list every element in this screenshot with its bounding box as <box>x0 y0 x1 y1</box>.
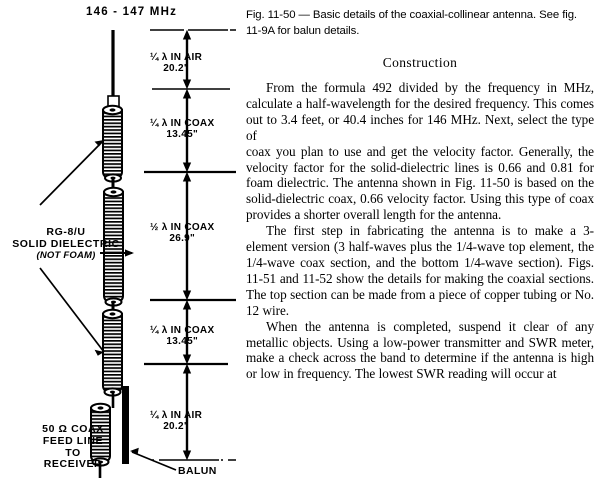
feedline-callout-line-3: TO <box>65 446 81 459</box>
dimension-value: 26.9" <box>169 233 196 245</box>
antenna-figure <box>0 0 240 483</box>
body-paragraph: The first step in fabricating the antenna is to make a 3-element version (3 half-waves plus the 1/4-wave top element, the 1/4-wave coax section, and the bottom 1/4-wave section). Figs. 11-51 and 11-52 show the details for making the coaxial sections. The top section can be made from a piece of copper tubing or No. 12 wire. <box>246 223 594 318</box>
dimension-value: 13.45" <box>166 336 198 348</box>
frequency-label: 146 - 147 MHz <box>86 6 178 18</box>
dimension-label-half-wave-coax <box>150 222 214 244</box>
dimension-value: 13.45" <box>166 129 198 141</box>
balun-callout-label: BALUN <box>178 465 217 477</box>
cable-callout-line-1: RG-8/U <box>46 226 86 238</box>
feedline-callout-line-4: RECEIVER <box>43 458 103 471</box>
coax-section-quarter-top <box>103 96 122 182</box>
coax-section-quarter-bottom <box>103 310 122 396</box>
dimension-label-quarter-wave-air-bottom <box>150 410 202 432</box>
section-heading: Construction <box>382 55 458 70</box>
dimension-text: ¼ λ IN AIR <box>150 410 203 421</box>
dimension-arrows <box>184 31 191 459</box>
body-paragraph: coax you plan to use and get the velocity factor. Generally, the velocity factor for the solid-dielectric lines is 0.66 and 0.81 for foam dielectric. The antenna shown in Fig. 11-50 is based on the solid-dielectric coax, 0.66 velocity factor. Using this type of coax provides a shorter overall length for the antenna. <box>246 143 594 223</box>
feedline-callout-line-2: FEED LINE <box>42 434 104 447</box>
cable-callout-line-2: SOLID DIELECTRIC <box>12 237 120 250</box>
dimension-label-quarter-wave-coax-top <box>150 118 214 140</box>
cable-type-callout <box>6 227 126 261</box>
body-paragraph: From the formula 492 divided by the frequency in MHz, calculate a half-wavelength for the desired frequency. This comes out to 3.4 feet, or 40.4 inches for 146 MHz. Next, select the type of <box>246 80 594 143</box>
article-text-column <box>246 8 594 478</box>
dimension-value: 20.2" <box>163 421 189 433</box>
dimension-label-quarter-wave-air-top <box>150 52 202 74</box>
dimension-text: ¼ λ IN COAX <box>150 325 215 336</box>
dimension-text: ¼ λ IN COAX <box>150 118 215 129</box>
figure-caption: Fig. 11-50 — Basic details of the coaxial-collinear antenna. See fig. 11-9A for balun details. <box>246 9 577 37</box>
feedline-callout-line-1: 50 Ω COAX <box>42 423 104 435</box>
feedline-callout <box>18 424 128 471</box>
dimension-text: ½ λ IN COAX <box>150 222 215 233</box>
dimension-label-quarter-wave-coax-bottom <box>150 325 214 347</box>
dimension-text: ¼ λ IN AIR <box>150 52 203 63</box>
body-paragraph: When the antenna is completed, suspend it clear of any metallic objects. Using a low-power transmitter and SWR meter, make a check across the band to determine if the antenna is high or low in frequency. The lowest SWR reading will occur at <box>246 318 594 382</box>
dimension-extension-lines <box>144 30 236 460</box>
dimension-value: 20.2" <box>163 63 189 75</box>
cable-callout-line-3: (NOT FOAM) <box>36 249 96 261</box>
